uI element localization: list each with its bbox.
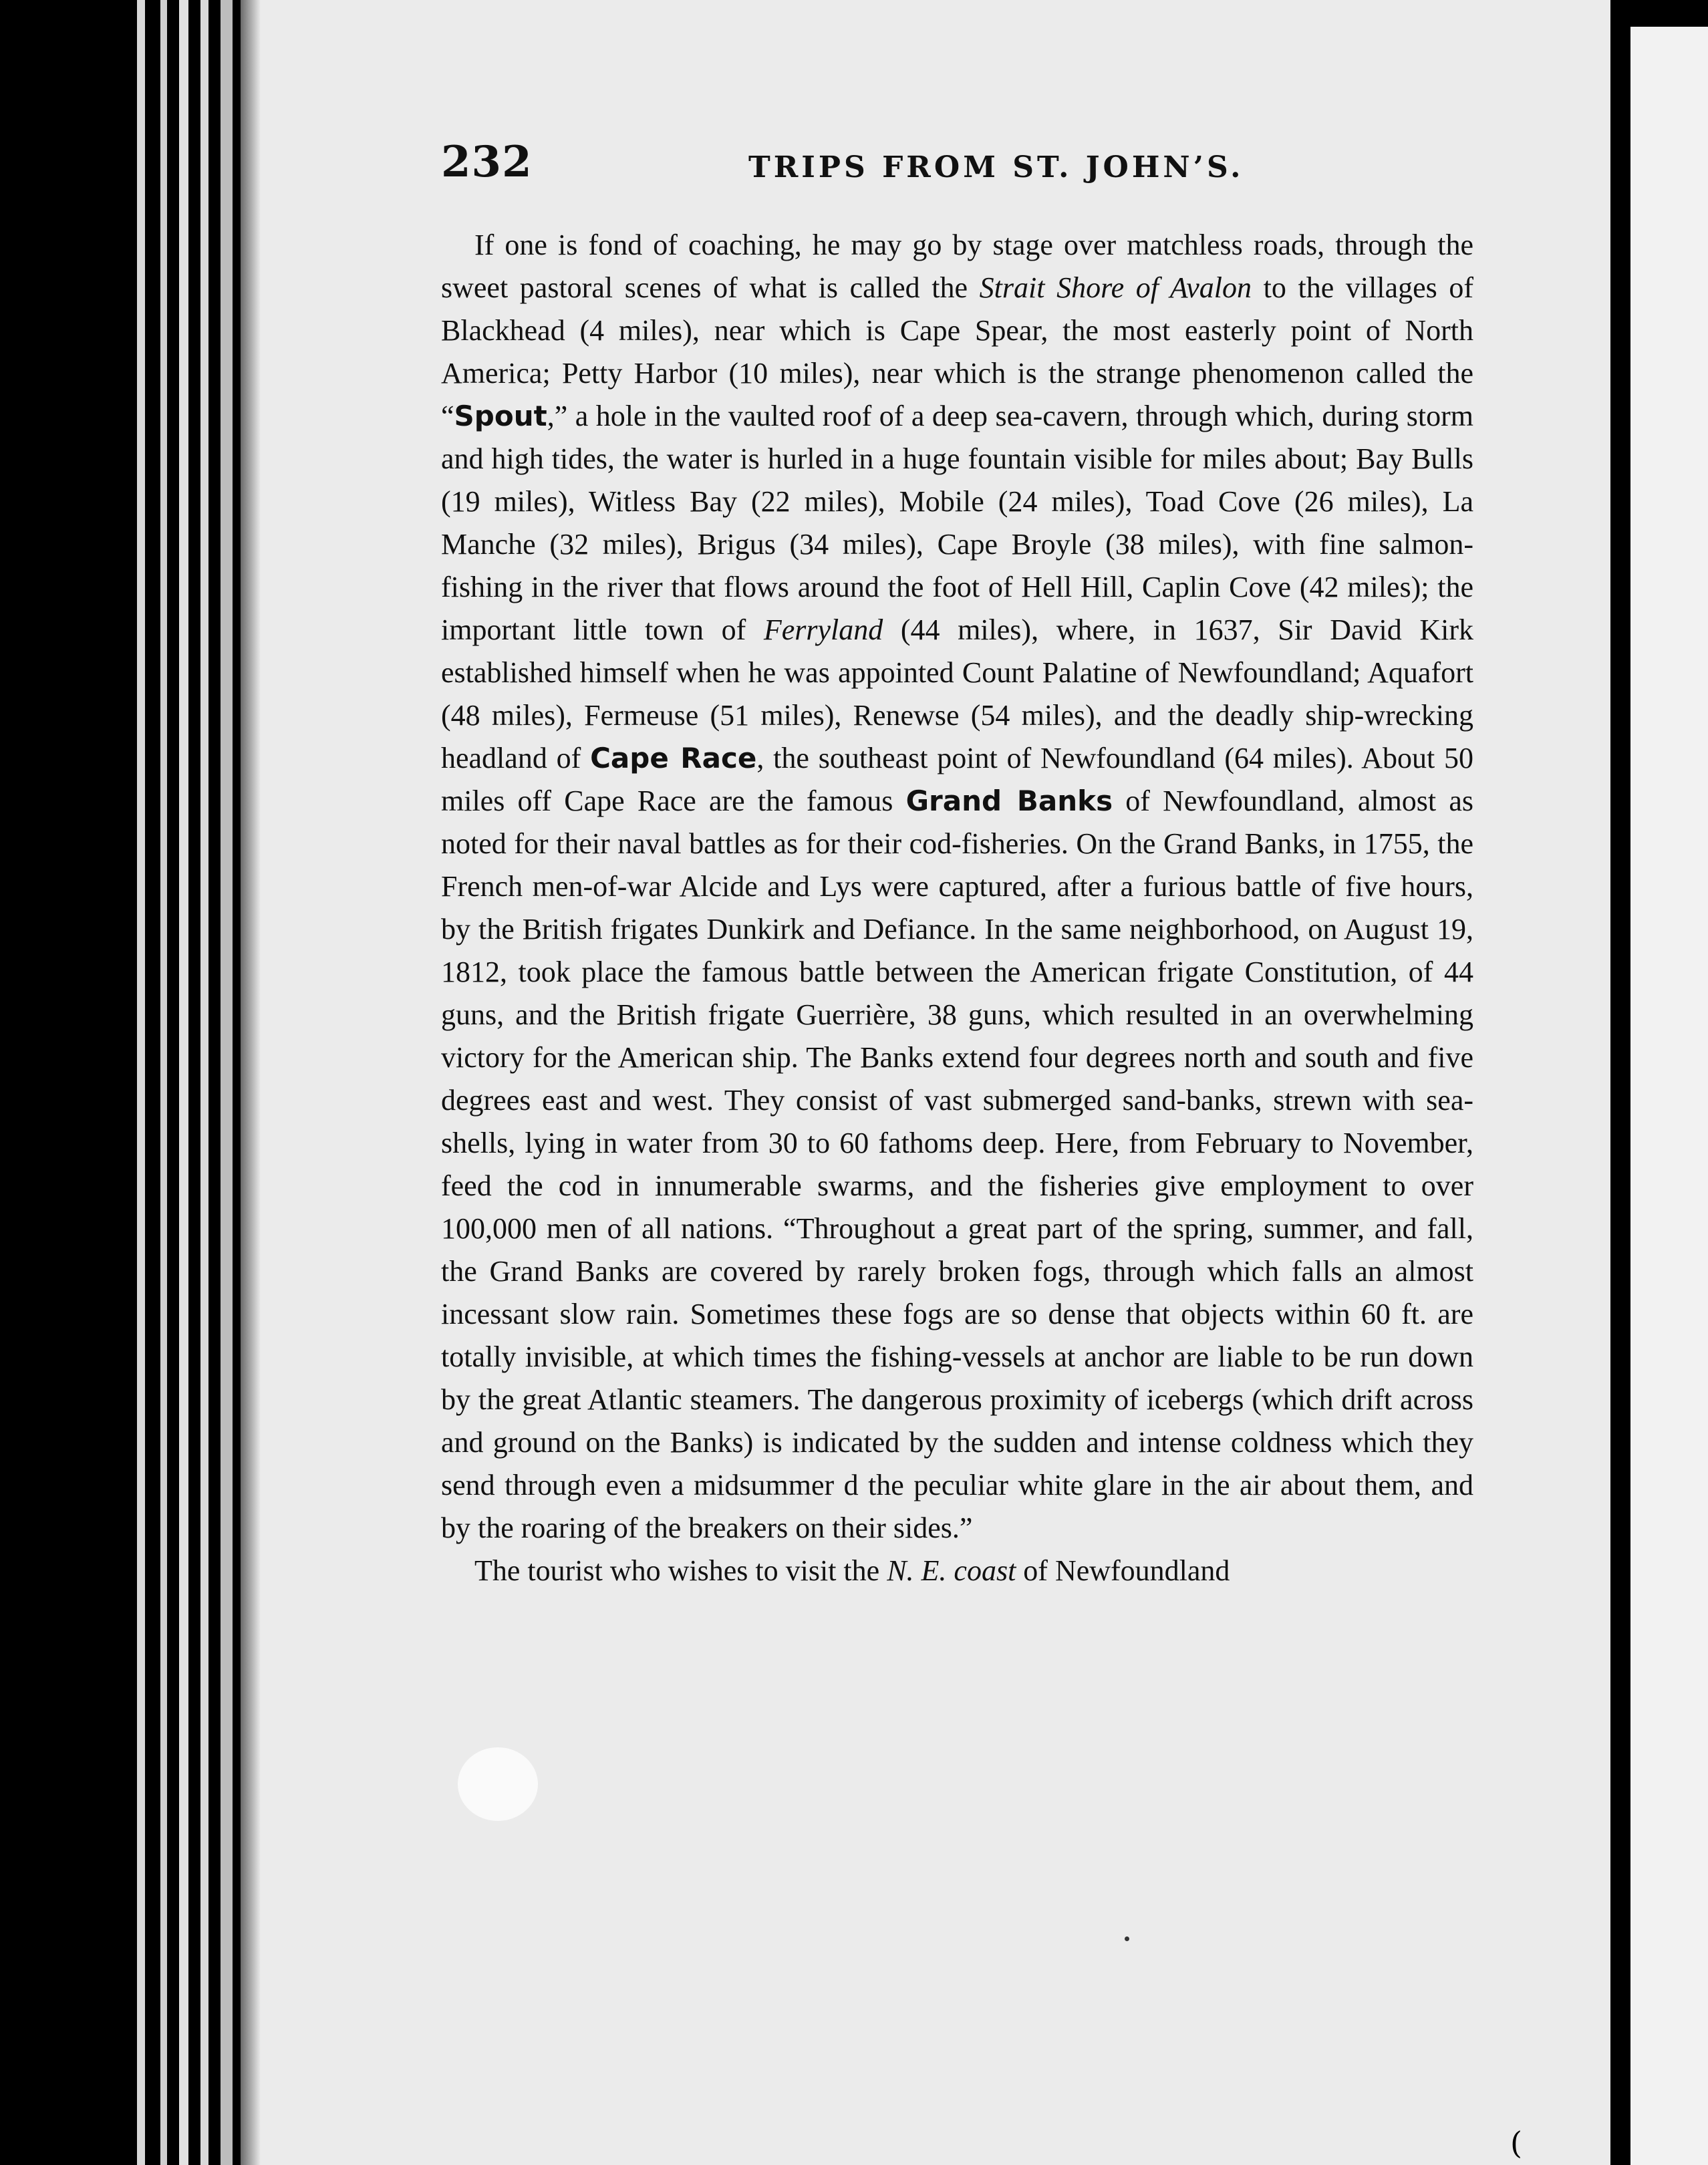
book-edge <box>221 0 233 2165</box>
bold-place-name: Grand Banks <box>905 784 1113 817</box>
italic-place-name: Ferryland <box>763 613 883 646</box>
text-run: , the southeast point of Newfoundland (64 miles). About 50 miles off Cape Race are the famous <box>441 742 1474 817</box>
page-number: 232 <box>441 137 533 187</box>
text-run: The tourist who wishes to visit the <box>474 1554 887 1587</box>
italic-place-name: Strait Shore of Avalon <box>979 271 1252 304</box>
paragraph <box>441 1550 1473 1592</box>
text-run: If one is fond of coaching, he may go by stage over matchless roads, through the sweet pastoral scenes of what is called the <box>441 229 1473 304</box>
text-run: the peculiar white glare in the air about them, and by the roaring of the breakers on their sides.” <box>441 1469 1473 1544</box>
body-text <box>441 224 1473 1592</box>
text-run: of Newfoundland, almost as noted for their naval battles as for their cod-fisheries. On the Grand Banks, in 1755, the French men-of-war Alcide and Lys were captured, after a furious battle of five hours, by the British frigates Dunkirk and Defiance. In the same neighborhood, on August 19, 1812, took place the famous battle between the American frigate Constitution, of 44 guns, and the British frigate Guerrière, 38 guns, which resulted in an overwhelming victory for the American ship. The Banks extend four degrees north and south and five degrees east and west. They consist of vast submerged sand-banks, strewn with sea-shells, lying in water from 30 to 60 fathoms deep. Here, from February to November, feed the cod in innumerable swarms, and the fisheries give employment to over 100,000 men of all nations. “Throughout a great part of the spring, summer, and fall, the Grand Banks are covered by rarely broken fogs, through which falls an almost incessant slow rain. Sometimes these fogs are so dense that objects within 60 ft. are totally invisible, at which times the fishing-vessels at anchor are liable to be run down by the great Atlantic steamers. The dangerous proximity of icebergs (which drift across and ground on the Banks) is indicated by the sudden and intense coldness which they send through even a midsummer d <box>441 784 1473 1501</box>
bold-place-name: Cape Race <box>590 742 757 774</box>
book-edge <box>160 0 167 2165</box>
corner-mark: ( <box>1510 2125 1522 2161</box>
page-header <box>441 137 1477 197</box>
running-head: TRIPS FROM ST. JOHN’S. <box>748 150 1244 184</box>
text-run: (44 miles), where, in 1637, Sir David Kirk established himself when he was appointed Count Palatine of Newfoundland; Aquafort (48 miles), Fermeuse (51 miles), Renewse (54 miles), and the deadly ship-wrecking headland of <box>441 613 1473 774</box>
page-gutter-shadow <box>241 0 261 2165</box>
facing-page-edge <box>1630 27 1708 2165</box>
text-run: ,” a hole in the vaulted roof of a deep sea-cavern, through which, during storm and high tides, the water is hurled in a huge fountain visible for miles about; Bay Bulls (19 miles), Witless Bay (22 miles), Mobile (24 miles), Toad Cove (26 miles), La Manche (32 miles), Brigus (34 miles), Cape Broyle (38 miles), with fine salmon-fishing in the river that flows around the foot of Hell Hill, Caplin Cove (42 miles); the important little town of <box>441 400 1473 646</box>
text-run: of Newfoundland <box>1016 1554 1230 1587</box>
paper-damage-blot <box>458 1747 538 1821</box>
text-run: to the villages of Blackhead (4 miles), near which is Cape Spear, the most easterly point of North America; Petty Harbor (10 miles), near which is the strange phenomenon called the “ <box>441 271 1473 432</box>
ink-speck <box>1125 1936 1129 1941</box>
book-edge <box>200 0 208 2165</box>
paragraph <box>441 224 1473 1550</box>
book-edge <box>179 0 188 2165</box>
book-edge <box>137 0 145 2165</box>
bold-place-name: Spout <box>454 400 547 432</box>
italic-place-name: N. E. coast <box>887 1554 1016 1587</box>
